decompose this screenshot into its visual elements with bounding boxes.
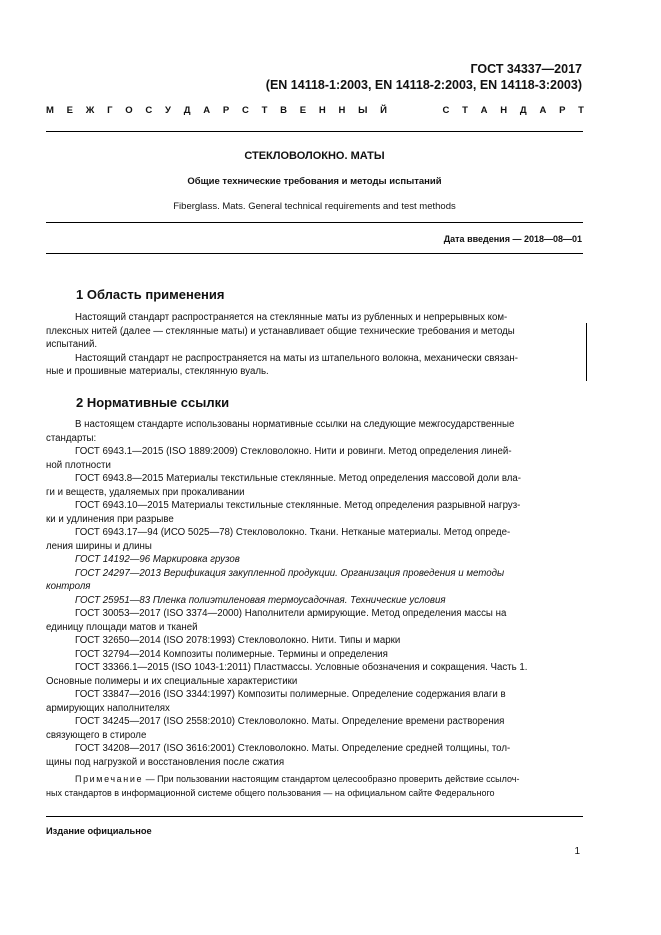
reference-line: ГОСТ 6943.17—94 (ИСО 5025—78) Стекловолокно. Ткани. Нетканые материалы. Метод опреде- xyxy=(75,527,511,538)
official-edition-label: Издание официальное xyxy=(46,826,152,836)
text-line: плексных нитей (далее — стеклянные маты) и устанавливает общие технические требования и методы xyxy=(46,325,515,337)
banner-letter: С xyxy=(241,105,249,116)
banner-letter: С xyxy=(442,105,450,116)
banner-letter: Е xyxy=(299,105,307,116)
banner-letter: Н xyxy=(318,105,326,116)
reference-line: ГОСТ 30053—2017 (ISO 3374—2000) Наполнители армирующие. Метод определения массы на xyxy=(75,608,507,619)
banner-letter: Т xyxy=(261,105,268,116)
text-line: стандарты: xyxy=(46,432,97,444)
english-title: Fiberglass. Mats. General technical requirements and test methods xyxy=(173,201,456,212)
banner-letter: Д xyxy=(183,105,191,116)
change-bar xyxy=(586,323,587,381)
footer-rule xyxy=(46,816,583,817)
reference-line: ГОСТ 34245—2017 (ISO 2558:2010) Стекловолокно. Маты. Определение времени растворения xyxy=(75,716,505,727)
banner-letter: Т xyxy=(578,105,584,116)
banner-rule xyxy=(46,131,583,132)
reference-line: ГОСТ 33366.1—2015 (ISO 1043-1:2011) Пластмассы. Условные обозначения и сокращения. Часть 1. xyxy=(75,662,528,673)
banner-letter: Е xyxy=(66,105,74,116)
banner-letter: Р xyxy=(222,105,230,116)
reference-line: связующего в стироле xyxy=(46,729,147,741)
reference-line: ГОСТ 33847—2016 (ISO 3344:1997) Композиты полимерные. Определение содержания влаги в xyxy=(75,689,506,700)
banner-letter: С xyxy=(145,105,153,116)
date-rule xyxy=(46,253,583,254)
note-line: Примечание — При пользовании настоящим стандартом целесообразно проверить действие ссылоч- xyxy=(75,774,520,784)
text-line: Настоящий стандарт распространяется на стеклянные маты из рубленных и непрерывных ком- xyxy=(75,312,508,323)
reference-line: ки и удлинения при разрыве xyxy=(46,513,174,525)
reference-line: ги и веществ, удаляемых при прокаливании xyxy=(46,486,245,498)
banner-letter: Ы xyxy=(358,105,368,116)
reference-line: ГОСТ 24297—2013 Верификация закупленной продукции. Организация проведения и методы xyxy=(75,567,505,579)
text-line: ные и прошивные материалы, стеклянную вуаль. xyxy=(46,366,269,377)
reference-line: ления ширины и длины xyxy=(46,540,152,552)
banner-letter: Ж xyxy=(85,105,95,116)
text-line: Настоящий стандарт не распространяется на маты из штапельного волокна, механически связан- xyxy=(75,352,518,364)
page-number: 1 xyxy=(574,846,580,857)
banner-letter: В xyxy=(280,105,287,116)
text-line: В настоящем стандарте использованы нормативные ссылки на следующие межгосударственные xyxy=(75,419,515,430)
interstate-standard-banner xyxy=(46,105,584,116)
banner-letter: А xyxy=(203,105,211,116)
reference-line: ной плотности xyxy=(46,459,111,471)
reference-line: Основные полимеры и их специальные характеристики xyxy=(46,675,298,687)
banner-letter: У xyxy=(165,105,171,116)
banner-letter: Н xyxy=(338,105,346,116)
title-rule xyxy=(46,222,583,223)
banner-letter: Й xyxy=(380,105,387,116)
reference-line: армирующих наполнителях xyxy=(46,702,170,714)
reference-line: ГОСТ 34208—2017 (ISO 3616:2001) Стекловолокно. Маты. Определение средней толщины, тол- xyxy=(75,743,511,754)
banner-letter: Р xyxy=(559,105,566,116)
banner-gap xyxy=(400,105,430,116)
reference-line: ГОСТ 25951—83 Пленка полиэтиленовая термоусадочная. Технические условия xyxy=(75,594,446,606)
banner-letter: О xyxy=(125,105,133,116)
reference-line: единицу площади матов и тканей xyxy=(46,621,198,633)
banner-letter: Г xyxy=(107,105,113,116)
document-title: СТЕКЛОВОЛОКНО. МАТЫ xyxy=(244,150,385,162)
banner-letter: Н xyxy=(500,105,508,116)
banner-letter: М xyxy=(46,105,54,116)
standard-code: ГОСТ 34337—2017 xyxy=(470,62,582,76)
document-subtitle: Общие технические требования и методы испытаний xyxy=(187,176,442,187)
reference-line: ГОСТ 32794—2014 Композиты полимерные. Термины и определения xyxy=(75,648,388,660)
reference-line: контроля xyxy=(46,581,91,592)
en-equivalents: (EN 14118-1:2003, EN 14118-2:2003, EN 14118-3:2003) xyxy=(265,78,582,92)
reference-line: ГОСТ 32650—2014 (ISO 2078:1993) Стекловолокно. Нити. Типы и марки xyxy=(75,635,401,646)
note-label: Примечание xyxy=(75,774,144,784)
text-line: испытаний. xyxy=(46,339,98,350)
banner-letter: А xyxy=(480,105,488,116)
section-1-heading: 1 Область применения xyxy=(76,287,225,302)
note-line: ных стандартов в информационной системе общего пользования — на официальном сайте Федерального xyxy=(46,787,495,798)
section-2-heading: 2 Нормативные ссылки xyxy=(76,395,230,410)
reference-line: ГОСТ 14192—96 Маркировка грузов xyxy=(75,554,240,565)
banner-letter: Т xyxy=(462,105,468,116)
reference-line: ГОСТ 6943.8—2015 Материалы текстильные стеклянные. Метод определения массовой доли вла- xyxy=(75,473,522,484)
section-2-body xyxy=(46,418,583,800)
reference-line: ГОСТ 6943.1—2015 (ISO 1889:2009) Стекловолокно. Нити и ровинги. Метод определения линей- xyxy=(75,446,512,457)
introduction-date: Дата введения — 2018—08—01 xyxy=(443,234,582,244)
reference-line: щины под нагрузкой и восстановления после сжатия xyxy=(46,756,285,768)
section-1-body xyxy=(46,311,583,379)
reference-line: ГОСТ 6943.10—2015 Материалы текстильные стеклянные. Метод определения разрывной нагруз- xyxy=(75,500,521,511)
banner-letter: А xyxy=(539,105,547,116)
banner-letter: Д xyxy=(519,105,527,116)
